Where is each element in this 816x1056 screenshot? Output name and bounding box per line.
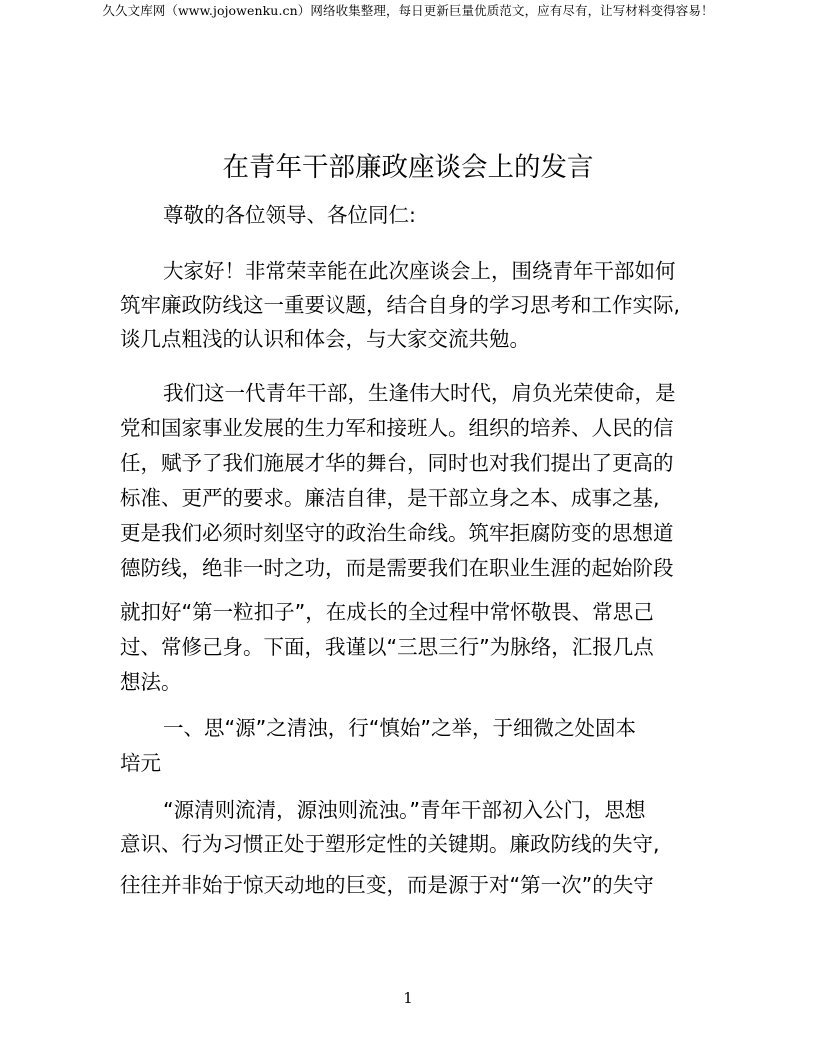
paragraph-line: 德防线，绝非一时之功，而是需要我们在职业生涯的起始阶段 — [120, 556, 674, 580]
paragraph-line: 任，赋予了我们施展才华的舞台，同时也对我们提出了更高的 — [120, 451, 674, 475]
paragraph-line: 我们这一代青年干部，生逢伟大时代，肩负光荣使命，是 — [163, 381, 676, 405]
paragraph-line: 更是我们必须时刻坚守的政治生命线。筑牢拒腐防变的思想道 — [120, 521, 674, 545]
paragraph-line: 往往并非始于惊天动地的巨变，而是源于对“第一次”的失守 — [120, 873, 654, 897]
paragraph-line: 筑牢廉政防线这一重要议题，结合自身的学习思考和工作实际, — [120, 293, 681, 317]
page-number: 1 — [403, 989, 413, 1007]
paragraph-line: 谈几点粗浅的认识和体会，与大家交流共勉。 — [120, 327, 530, 351]
paragraph-line: 标准、更严的要求。廉洁自律，是干部立身之本、成事之基, — [120, 486, 660, 510]
document-title: 在青年干部廉政座谈会上的发言 — [222, 152, 594, 183]
paragraph-line: 意识、行为习惯正处于塑形定性的关键期。廉政防线的失守, — [120, 832, 660, 856]
paragraph-line: 想法。 — [120, 670, 182, 694]
salutation: 尊敬的各位领导、各位同仁: — [163, 203, 416, 227]
website-banner: 久久文库网（www.jojowenku.cn）网络收集整理，每日更新巨量优质范文，应有尽有，让写材料变得容易！ — [102, 3, 714, 18]
paragraph-line: “源清则流清，源浊则流浊。”青年干部初入公门，思想 — [163, 798, 646, 822]
paragraph-line: 党和国家事业发展的生力军和接班人。组织的培养、人民的信 — [120, 416, 674, 440]
paragraph-line: 就扣好“第一粒扣子”，在成长的全过程中常怀敬畏、常思己 — [120, 600, 654, 624]
paragraph-line: 大家好！非常荣幸能在此次座谈会上，围绕青年干部如何 — [163, 259, 676, 283]
paragraph-line: 过、常修己身。下面，我谨以“三思三行”为脉络，汇报几点 — [120, 635, 654, 659]
section-heading-line: 一、思“源”之清浊，行“慎始”之举，于细微之处固本 — [163, 716, 636, 740]
section-heading-line: 培元 — [120, 751, 161, 775]
